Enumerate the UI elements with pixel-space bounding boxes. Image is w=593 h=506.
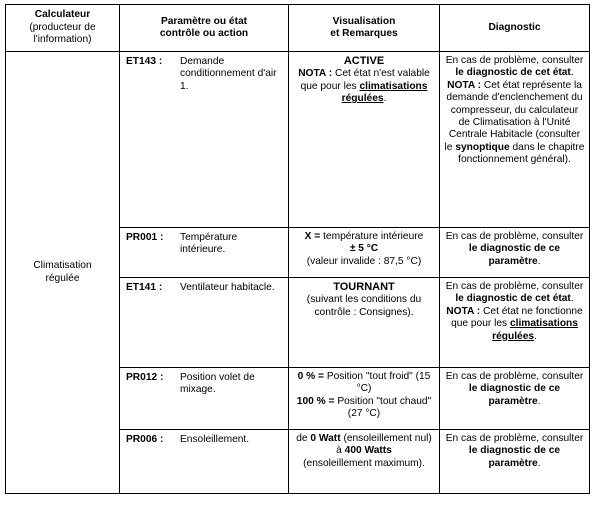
header-calculator-sub2: l'information) [33,34,92,46]
diag-text: En cas de problème, consulter [445,281,584,292]
param-cell [120,430,289,494]
param-code: PR001 : [126,232,164,243]
param-cell [120,228,289,278]
param-code: ET143 : [126,56,163,67]
visualisation-cell [289,368,440,430]
header-calculator [6,5,120,52]
diag-end: . [570,67,574,79]
value-text: température intérieure [323,231,424,242]
diag-link: le diagnostic de ce paramètre [468,383,561,407]
param-cell [120,52,289,228]
diag-end: . [537,457,541,469]
param-code: PR006 : [126,434,164,445]
note-end: . [383,93,387,105]
diag-note-end: . [534,330,537,342]
diagnostic-cell [440,368,590,430]
diag-link: le diagnostic de cet état [455,293,571,305]
note-emphasis: climatisations régulées [341,80,428,105]
range-prefix: de [296,433,308,444]
header-diagnostic-label: Diagnostic [488,21,541,33]
header-diagnostic [440,5,590,52]
header-calculator-sub1: (producteur de [29,21,96,33]
header-row [6,5,590,52]
param-label: Ensoleillement. [180,434,250,445]
state-value: ACTIVE [343,55,385,67]
diag-link: le diagnostic de ce paramètre [468,445,561,469]
param-code: PR012 : [126,372,164,383]
param-label: Température intérieure. [180,232,238,256]
calculator-cell [6,52,120,494]
diagnostic-cell [440,228,590,278]
diag-end: . [537,395,541,407]
visualisation-cell [289,430,440,494]
note-text: Cet état n'est valable que pour les [300,68,430,92]
param-label: Ventilateur habitacle. [180,282,275,293]
diag-note-end: dans le chapitre fonctionnement général). [458,141,585,166]
diag-note-label: NOTA : [446,305,481,317]
note-label: NOTA : [298,68,333,80]
diagnostic-table [5,4,590,494]
diag-link: le diagnostic de cet état [455,67,571,79]
diag-note-label: NOTA : [447,79,482,91]
range-to-text: (ensoleillement maximum). [303,457,425,469]
param-cell [120,278,289,368]
diag-note-text: Cet état représente la demande d'enclenchement du compresseur, du calculateur de Climatisation à l'Unité Centrale Habitacle (consulter le [444,79,583,153]
state-value: TOURNANT [333,281,395,293]
visualisation-cell [289,278,440,368]
calculator-type: régulée [45,272,80,284]
param-cell [120,368,289,430]
calculator-name: Climatisation [33,260,92,272]
table-row [6,52,590,228]
header-parameter-line2: contrôle ou action [159,28,249,39]
param-label: Demande conditionnement d'air 1. [180,56,277,92]
invalid-value: (valeur invalide : 87,5 °C) [306,255,422,267]
header-calculator-title: Calculateur [34,9,91,21]
header-visualisation-line1: Visualisation [332,15,396,27]
visualisation-cell [289,52,440,228]
header-parameter-line1: Paramètre ou état [160,15,248,27]
header-visualisation-line2: et Remarques [330,28,398,39]
header-parameter [120,5,289,52]
value-max: 100 % = [296,395,335,407]
diag-note-emphasis: climatisations régulées [492,318,578,342]
header-visualisation [289,5,440,52]
value-tolerance: ± 5 °C [349,243,379,255]
value-max-text: Position "tout chaud" (27 °C) [337,395,432,420]
diag-link: le diagnostic de ce paramètre [468,243,561,267]
diagnostic-cell [440,278,590,368]
value-min-text: Position "tout froid" (15 °C) [326,371,431,395]
diag-end: . [537,255,541,267]
param-code: ET141 : [126,282,163,293]
range-to: 400 Watts [344,445,392,457]
diag-text: En cas de problème, consulter [445,433,584,444]
diag-note-bold: synoptique [455,141,510,153]
value-min: 0 % = [297,371,324,382]
state-text: (suivant les conditions du contrôle : Consignes). [306,294,422,318]
visualisation-cell [289,228,440,278]
diag-text: En cas de problème, consulter [445,231,584,242]
range-from-text: (ensoleillement nul) [343,433,432,444]
value-symbol: X = [304,231,321,242]
range-from: 0 Watt [310,433,341,444]
range-to-prefix: à [336,445,342,457]
diagnostic-cell [440,52,590,228]
diag-end: . [570,293,574,305]
diag-text: En cas de problème, consulter [445,55,584,66]
diag-note-text: Cet état ne fonctionne que pour les [451,305,583,330]
param-label: Position volet de mixage. [180,372,255,396]
diag-text: En cas de problème, consulter [445,371,584,382]
diagnostic-cell [440,430,590,494]
